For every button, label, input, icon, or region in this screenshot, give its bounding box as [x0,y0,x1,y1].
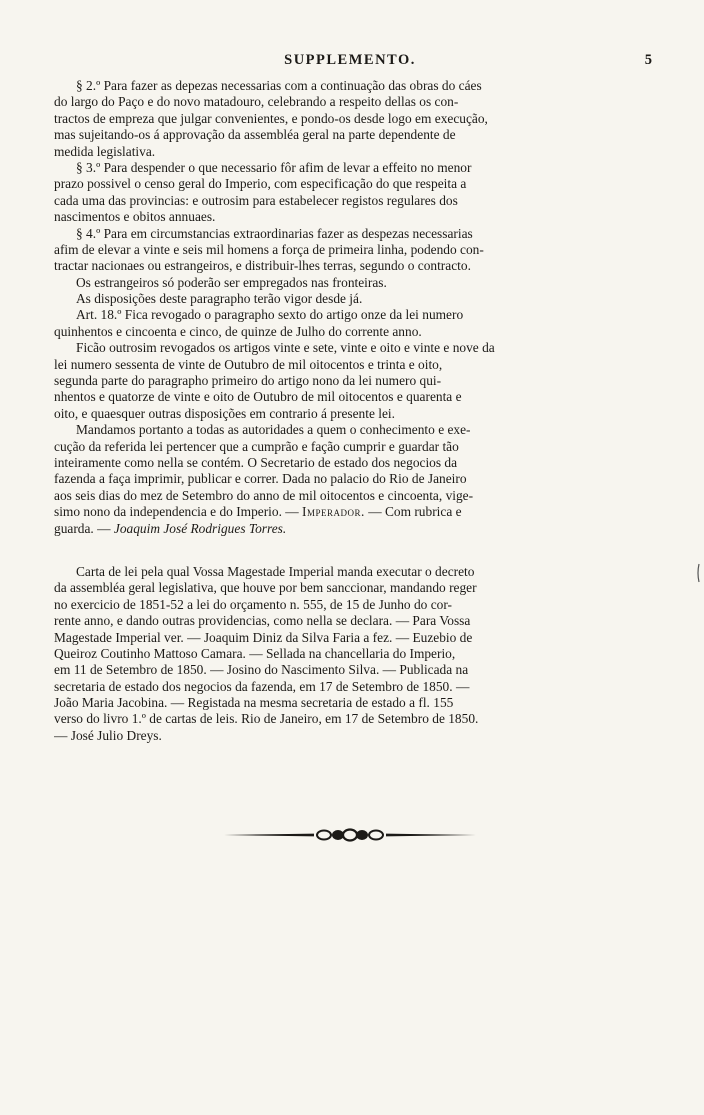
text-line: As disposições deste paragrapho terão vigor desde já. [76,291,363,307]
text-line: lei numero sessenta de vinte de Outubro de mil oitocentos e trinta e oito, [54,356,443,372]
text-line: Carta de lei pela qual Vossa Magestade Imperial manda executar o decreto [76,563,475,579]
text-line: verso do livro 1.º de cartas de leis. Rio de Janeiro, em 17 de Setembro de 1850. [54,711,479,727]
closing-line [54,504,646,520]
margin-mark [696,563,702,588]
text-line: oito, e quaesquer outras disposições em contrario á presente lei. [54,405,395,421]
text-line: cada uma das provincias: e outrosim para estabelecer registos regulares dos [54,192,458,208]
carta-text [54,564,646,744]
text-line: § 2.º Para fazer as depezas necessarias com a continuação das obras do cáes [76,78,482,93]
page-header [54,52,652,78]
text-line: medida legislativa. [54,143,156,159]
text-line: secretaria de estado dos negocios da fazenda, em 17 de Setembro de 1850. — [54,678,470,694]
text-line: segunda parte do paragrapho primeiro do artigo nono da lei numero qui- [54,373,442,389]
text-line: Os estrangeiros só poderão ser empregados nas fronteiras. [76,274,387,290]
text-line: quinhentos e cincoenta e cinco, de quinze de Julho do corrente anno. [54,323,422,339]
text-line: § 3.º Para despender o que necessario fôr afim de levar a effeito no menor [76,159,472,175]
signatory-name: Joaquim José Rodrigues Torres. [113,520,287,536]
decree-text [54,78,646,537]
text-line: João Maria Jacobina. — Registada na mesma secretaria de estado a fl. 155 [54,695,454,711]
section-gap [54,537,646,564]
text-line: — José Julio Dreys. [54,727,162,743]
text-line: rente anno, e dando outras providencias, como nella se declara. — Para Vossa [54,613,471,629]
text-line: no exercicio de 1851-52 a lei do orçamento n. 555, de 15 de Junho do cor- [54,596,452,612]
text-line: Ficão outrosim revogados os artigos vinte e sete, vinte e oito e vinte e nove da [76,340,495,356]
text-line: Art. 18.º Fica revogado o paragrapho sexto do artigo onze da lei numero [76,307,464,323]
closing-rubric: — Com rubrica e [364,504,462,520]
text-line: aos seis dias do mez de Setembro do anno de mil oitocentos e cincoenta, vige- [54,487,474,503]
text-line: em 11 de Setembro de 1850. — Josino do Nascimento Silva. — Publicada na [54,662,469,678]
page-number: 5 [644,52,652,68]
signature-prefix: guarda. — [54,520,114,536]
text-line: nascimentos e obitos annuaes. [54,209,216,225]
ornamental-rule [220,828,480,842]
text-line: afim de elevar a vinte e seis mil homens a força de primeira linha, podendo con- [54,241,484,257]
text-line: cução da referida lei pertencer que a cumprão e fação cumprir e guardar tão [54,438,459,454]
text-line: tractar nacionaes ou estrangeiros, e distribuir-lhes terras, segundo o contracto. [54,258,471,274]
signature-line [54,521,646,537]
text-line: Magestade Imperial ver. — Joaquim Diniz da Silva Faria a fez. — Euzebio de [54,629,473,645]
text-line: tractos de empreza que julgar convenientes, e pondo-os desde logo em execução, [54,110,488,126]
page [54,52,652,842]
running-title: SUPPLEMENTO. [284,52,416,68]
closing-text: simo nono da independencia e do Imperio. — [54,504,303,520]
text-line: inteiramente como nella se contém. O Secretario de estado dos negocios da [54,454,458,470]
text-line: do largo do Paço e do novo matadouro, celebrando a respeito dellas os con- [54,94,459,110]
text-line: da assembléa geral legislativa, que houve por bem sanccionar, mandando reger [54,580,477,596]
text-line: Mandamos portanto a todas as autoridades a quem o conhecimento e exe- [76,422,471,438]
text-line: nhentos e quatorze de vinte e oito de Outubro de mil oitocentos e quarenta e [54,389,462,405]
text-line: fazenda a faça imprimir, publicar e correr. Dada no palacio do Rio de Janeiro [54,471,467,487]
text-line: prazo possivel o censo geral do Imperio, com especificação do que respeita a [54,176,467,192]
text-line: Queiroz Coutinho Mattoso Camara. — Sellada na chancellaria do Imperio, [54,645,456,661]
text-line: § 4.º Para em circumstancias extraordinarias fazer as despezas necessarias [76,225,473,241]
text-line: mas sujeitando-os á approvação da assembléa geral na parte dependente de [54,127,456,143]
emperor-title: Imperador. [302,504,365,520]
